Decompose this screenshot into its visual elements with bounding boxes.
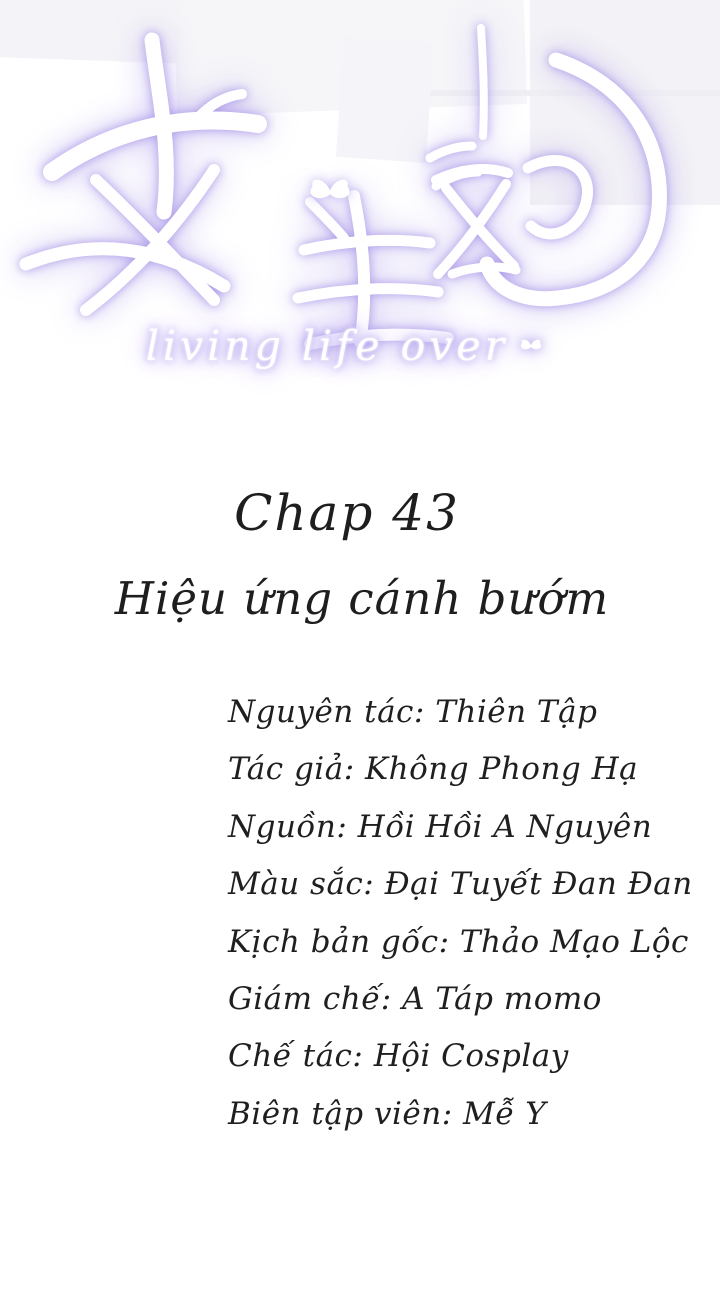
credit-line: Tác giả: Không Phong Hạ <box>228 751 639 788</box>
credit-line: Kịch bản gốc: Thảo Mạo Lộc <box>228 923 689 960</box>
credit-line: Nguồn: Hồi Hồi A Nguyên <box>228 808 653 845</box>
credit-line: Nguyên tác: Thiên Tập <box>228 694 598 730</box>
butterfly-icon <box>518 316 544 364</box>
credit-line: Giám chế: A Táp momo <box>228 980 602 1017</box>
logo-subtitle-text: living life over <box>145 322 509 370</box>
credits-list <box>228 694 698 1153</box>
logo-subtitle <box>0 316 690 370</box>
credit-line: Màu sắc: Đại Tuyết Đan Đan <box>228 866 693 903</box>
credit-line: Chế tác: Hội Cosplay <box>228 1038 569 1075</box>
credit-line: Biên tập viên: Mễ Y <box>228 1095 547 1132</box>
butterfly-icon <box>310 180 349 199</box>
chapter-title: Hiệu ứng cánh bướm <box>114 572 610 625</box>
chapter-number: Chap 43 <box>234 484 460 542</box>
